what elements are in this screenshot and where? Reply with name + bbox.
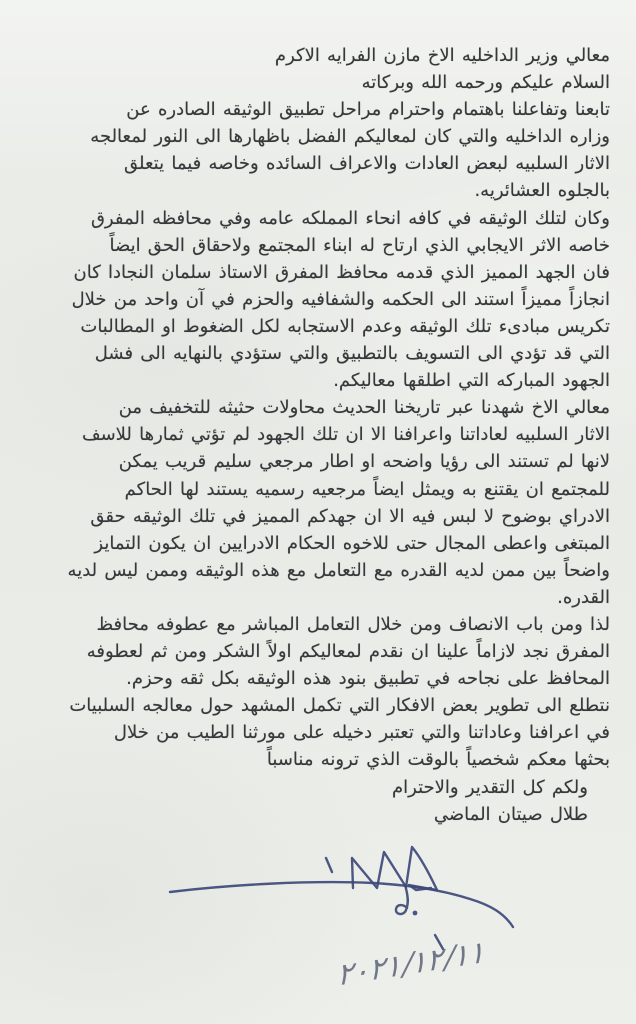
- letter-line: لانها لم تستند الى رؤيا واضحه او اطار مرجعي سليم قريب يمكن: [118, 451, 610, 473]
- letter-line: تابعنا وتفاعلنا باهتمام واحترام مراحل تطبيق الوثيقه الصادره عن: [126, 99, 610, 121]
- letter-line: معالي وزير الداخليه الاخ مازن الفرايه الاكرم: [274, 45, 610, 66]
- letter-line: وزاره الداخليه والتي كان لمعاليكم الفضل باظهارها الى النور لمعالجه: [90, 126, 610, 148]
- letter-line: المفرق نجد لازاماً علينا ان نقدم لمعاليكم اولاً الشكر ومن ثم لعطوفه: [86, 641, 610, 663]
- letter-line: الاثار السلبيه لبعض العادات والاعراف السائده وخاصه فيما يتعلق: [124, 153, 610, 175]
- letter-line: واضحاً بين ممن لديه القدره مع التعامل مع هذه الوثيقه وممن ليس لديه: [67, 559, 610, 581]
- letter-line: تكريس مبادىء تلك الوثيقه وعدم الاستجابه لكل الضغوط او المطالبات: [80, 315, 610, 337]
- letter-line: الاثار السلبيه لعاداتنا واعرافنا الا ان تلك الجهود لم تؤتي ثمارها للاسف: [81, 424, 610, 446]
- signature-dot: [413, 911, 418, 916]
- letter-line: خاصه الاثر الايجابي الذي ارتاح له ابناء المجتمع ولاحقاق الحق ايضاً: [109, 234, 610, 256]
- signature-loop-stroke: [396, 885, 408, 914]
- letter-line: الادراي بوضوح لا لبس فيه الا ان جهدكم المميز في تلك الوثيقه حقق: [90, 505, 610, 527]
- letter-line: انجازاً مميزاً استند الى الحكمه والشفافيه والحزم في آن واحد من خلال: [71, 288, 610, 310]
- letter-line: القدره.: [557, 586, 610, 608]
- letter-line: لذا ومن باب الانصاف ومن خلال التعامل المباشر مع عطوفه محافظ: [96, 613, 610, 635]
- handwritten-date: ٢٠٢١/١٢/١١: [335, 933, 491, 994]
- letter-line: للمجتمع ان يقتنع به ويمثل ايضاً مرجعيه رسميه يستند لها الحاكم: [124, 478, 610, 500]
- letter-line: المحافظ على نجاحه في تطبيق بنود هذه الوثيقه بكل ثقه وحزم.: [126, 668, 610, 690]
- letter-line: السلام عليكم ورحمه الله وبركاته: [361, 72, 610, 94]
- letter-line: ولكم كل التقدير والاحترام: [392, 776, 588, 798]
- letter-line: بالجلوه العشائريه.: [474, 180, 610, 202]
- letter-line: نتطلع الى تطوير بعض الافكار التي تكمل المشهد حول معالجه السلبيات: [69, 695, 610, 717]
- signature-tick-stroke: [326, 858, 332, 872]
- letter-line: المبتغى واعطى المجال حتى للاخوه الحكام الادرايين ان يكون التمايز: [94, 532, 610, 554]
- letter-line: فان الجهد المميز الذي قدمه محافظ المفرق الاستاذ سلمان النجادا كان: [73, 261, 610, 283]
- letter-line: طلال صيتان الماضي: [433, 803, 588, 825]
- letter-line: في اعرافنا وعاداتنا والتي تعتبر دخيله على مورثنا الطيب من خلال: [113, 722, 610, 744]
- letter-line: وكان لتلك الوثيقه في كافه انحاء المملكه عامه وفي محافظه المفرق: [90, 207, 610, 229]
- letter-body: [24, 42, 610, 828]
- letter-line: التي قد تؤدي الى التسويف بالتطبيق والتي ستؤدي بالنهايه الى فشل: [94, 343, 610, 365]
- signature-underline-stroke: [170, 882, 513, 927]
- letter-line: بحثها معكم شخصياً بالوقت الذي ترونه مناسباً: [266, 749, 610, 771]
- letter-line: معالي الاخ شهدنا عبر تاريخنا الحديث محاولات حثيثه للتخفيف من: [118, 397, 610, 419]
- letter-line: الجهود المباركه التي اطلقها معاليكم.: [333, 370, 610, 392]
